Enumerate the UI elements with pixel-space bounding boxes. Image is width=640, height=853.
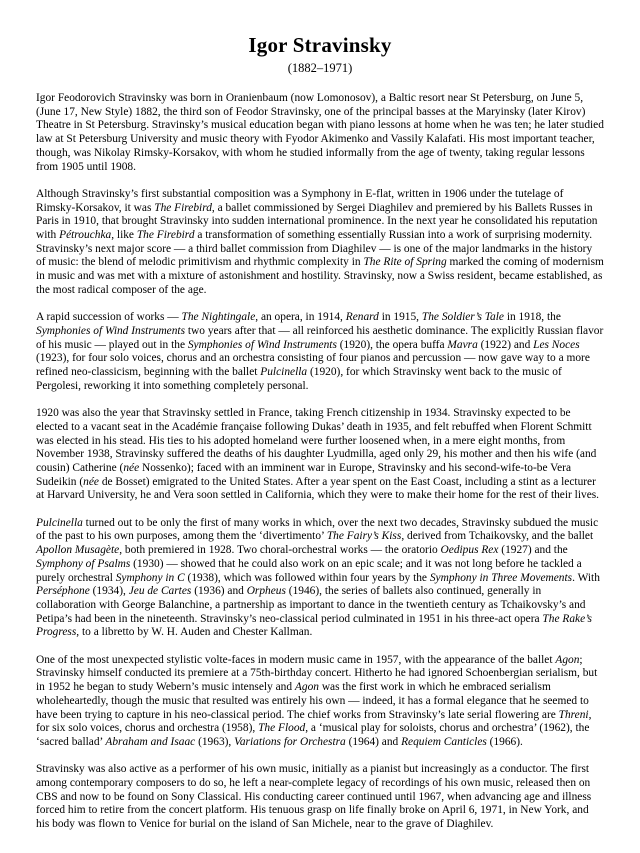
paragraph: One of the most unexpected stylistic volte-faces in modern music came in 1957, with the appearance of the ballet Agon; Stravinsky himself conducted its premiere at a 75th-birthday concert. Hitherto he had ignored Schoenbergian serialism, but in 1952 he began to study Webern’s music intensely and Agon was the first work in which he embraced serialism wholeheartedly, though the music that resulted was entirely his own — indeed, it has a formal elegance that he seemed to have been trying to capture in his neo-classical period. The chief works from Stravinsky’s late serial flowering are Threni, for six solo voices, chorus and orchestra (1958), The Flood, a ‘musical play for soloists, chorus and orchestra’ (1962), the ‘sacred ballad’ Abraham and Isaac (1963), Variations for Orchestra (1964) and Requiem Canticles (1966). (36, 653, 598, 748)
paragraph: Stravinsky was also active as a performer of his own music, initially as a pianist but increasingly as a conductor. The first among contemporary composers to do so, he left a near-complete legacy of recordings of his own music, released then on CBS and now to be found on Sony Classical. His conducting career continued until 1967, when advancing age and illness forced him to retire from the concert platform. His tenuous grasp on life finally broke on April 6, 1971, in New York, and his body was flown to Venice for burial on the island of San Michele, near to the grave of Diaghilev. (36, 763, 592, 831)
paragraph: Pulcinella turned out to be only the first of many works in which, over the next two decades, Stravinsky subdued the music of the past to his own purposes, among them the ‘divertimento’ The Fairy’s Kiss, derived from Tchaikovsky, and the ballet Apollon Musagète, both premiered in 1928. Two choral-orchestral works — the oratorio Oedipus Rex (1927) and the Symphony of Psalms (1930) — showed that he could also work on an epic scale; and it was not long before he tackled a purely orchestral Symphony in C (1938), which was followed within four years by the Symphony in Three Movements. With Perséphone (1934), Jeu de Cartes (1936) and Orpheus (1946), the series of ballets also continued, generally in collaboration with George Balanchine, a partnership as important to dance in the twentieth century as Tchaikovsky’s and Petipa’s had been in the nineteenth. Stravinsky’s neo-classical period culminated in 1951 in his three-act opera The Rake’s Progress, to a libretto by W. H. Auden and Chester Kallman. (36, 516, 600, 639)
paragraph: 1920 was also the year that Stravinsky settled in France, taking French citizenship in 1934. Stravinsky expected to be elected to a vacant seat in the Académie française following Dukas’ death in 1935, and felt rebuffed when Florent Schmitt was elected in his stead. His ties to his adopted homeland were further loosened when, in a mere eight months, from November 1938, Stravinsky suffered the deaths of his daughter Lyudmilla, aged only 29, his mother and then his wife (and cousin) Catherine (née Nossenko); faced with an imminent war in Europe, Stravinsky and his second-wife-to-be Vera Sudeikin (née de Bosset) emigrated to the United States. After a year spent on the East Coast, including a stint as a lecturer at Harvard University, he and Vera soon settled in California, which they were to make their home for the rest of their lives. (36, 407, 600, 502)
page-title: Igor Stravinsky (248, 33, 392, 57)
page-subtitle: (1882–1971) (287, 61, 353, 75)
paragraph: A rapid succession of works — The Nightingale, an opera, in 1914, Renard in 1915, The Soldier’s Tale in 1918, the Symphonies of Wind Instruments two years after that — all reinforced his aesthetic dominance. The explicitly Russian flavor of his music — played out in the Symphonies of Wind Instruments (1920), the opera buffa Mavra (1922) and Les Noces (1923), for four solo voices, chorus and an orchestra consisting of four pianos and percussion — now gave way to a more refined neo-classicism, beginning with the ballet Pulcinella (1920), for which Stravinsky went back to the music of Pergolesi, reworking it into something completely personal. (36, 311, 604, 392)
article-body (36, 92, 604, 832)
paragraph: Although Stravinsky’s first substantial composition was a Symphony in E-flat, written in 1906 under the tutelage of Rimsky-Korsakov, it was The Firebird, a ballet commissioned by Sergei Diaghilev and premiered by his Ballets Russes in Paris in 1910, that brought Stravinsky into sudden international prominence. In the next year he consolidated his reputation with Pétrouchka, like The Firebird a transformation of something essentially Russian into a work of surprising modernity. Stravinsky’s next major score — a third ballet commission from Diaghilev — is one of the major landmarks in the history of music: the blend of melodic primitivism and rhythmic complexity in The Rite of Spring marked the coming of modernism in music and was met with a mixture of astonishment and hostility. Stravinsky, now a Swiss resident, became established, as the most radical composer of the age. (36, 187, 604, 296)
paragraph: Igor Feodorovich Stravinsky was born in Oranienbaum (now Lomonosov), a Baltic resort near St Petersburg, on June 5, (June 17, New Style) 1882, the third son of Feodor Stravinsky, one of the principal basses at the Maryinsky (later Kirov) Theatre in St Petersburg. Stravinsky’s musical education began with piano lessons at home when he was ten; he later studied law at St Petersburg University and music theory with Fyodor Akimenko and Vassily Kalafati. His most important teacher, though, was Nikolay Rimsky-Korsakov, with whom he studied informally from the age of twenty, taking regular lessons from 1905 until 1908. (36, 92, 604, 173)
